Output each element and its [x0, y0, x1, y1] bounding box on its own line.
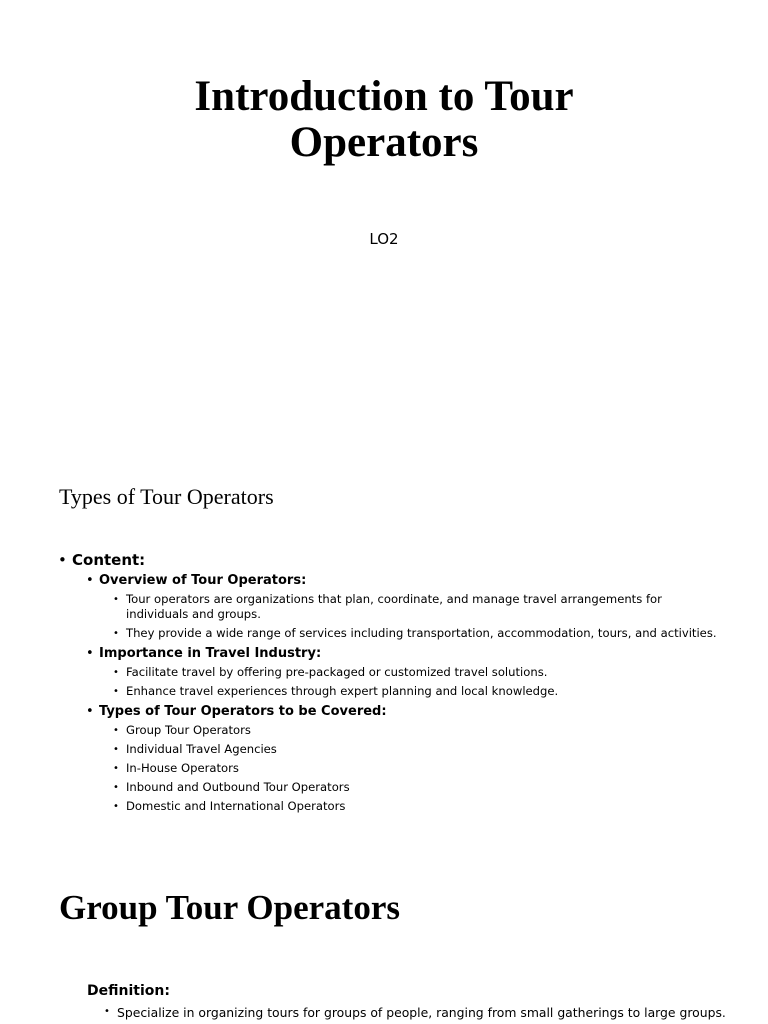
slide-title [0, 0, 768, 440]
bullet-icon: • [86, 646, 94, 661]
list-item-text: They provide a wide range of services including transportation, accommodation, tours, and activities. [126, 626, 717, 640]
list-item [58, 742, 718, 757]
list-item-text: Tour operators are organizations that plan, coordinate, and manage travel arrangements for individuals and groups. [126, 592, 662, 621]
slide-group-tour-operators [0, 840, 768, 1024]
list-item-text: Facilitate travel by offering pre-packaged or customized travel solutions. [126, 665, 548, 679]
list-item [58, 799, 718, 814]
title-line-2: Operators [289, 119, 479, 166]
bullet-icon: • [113, 667, 119, 678]
section-label: Importance in Travel Industry: [99, 646, 322, 661]
section-heading [58, 645, 718, 662]
list-item-text: Group Tour Operators [126, 723, 251, 737]
bullet-icon: • [113, 594, 119, 605]
slide-subtitle: LO2 [369, 230, 399, 248]
bullet-icon: • [113, 801, 119, 812]
list-item [58, 780, 718, 795]
bullet-icon: • [113, 744, 119, 755]
bullet-icon: • [113, 763, 119, 774]
bullet-icon: • [58, 551, 67, 569]
list-item [58, 723, 718, 738]
bullet-icon: • [113, 725, 119, 736]
bullet-icon: • [113, 782, 119, 793]
bullet-icon: • [113, 628, 119, 639]
slide-heading: Group Tour Operators [59, 888, 400, 927]
list-item [58, 626, 718, 641]
slide-heading: Types of Tour Operators [59, 484, 274, 509]
section-label: Types of Tour Operators to be Covered: [99, 704, 387, 719]
bullet-list [58, 550, 718, 818]
list-item-text: Domestic and International Operators [126, 799, 346, 813]
bullet-content [58, 550, 718, 570]
bullet-icon: • [113, 686, 119, 697]
slide-types-of-tour-operators [0, 440, 768, 840]
list-item [58, 684, 718, 699]
list-item-text: Inbound and Outbound Tour Operators [126, 780, 350, 794]
title-line-1: Introduction to Tour [194, 73, 574, 120]
content-label: Content: [72, 551, 146, 569]
definition-text: Specialize in organizing tours for groups of people, ranging from small gatherings to large groups. [117, 1005, 726, 1020]
list-item [58, 592, 718, 622]
definition-label: Definition: [87, 983, 170, 999]
bullet-icon: • [104, 1006, 110, 1017]
section-label: Overview of Tour Operators: [99, 573, 307, 588]
section-heading [58, 572, 718, 589]
list-item [58, 665, 718, 680]
slide-title-heading [0, 74, 768, 166]
list-item-text: In-House Operators [126, 761, 239, 775]
definition-item [104, 1005, 726, 1020]
list-item-text: Enhance travel experiences through expert planning and local knowledge. [126, 684, 559, 698]
section-list [58, 572, 718, 814]
list-item-text: Individual Travel Agencies [126, 742, 277, 756]
bullet-icon: • [86, 704, 94, 719]
bullet-icon: • [86, 573, 94, 588]
list-item [58, 761, 718, 776]
section-heading [58, 703, 718, 720]
